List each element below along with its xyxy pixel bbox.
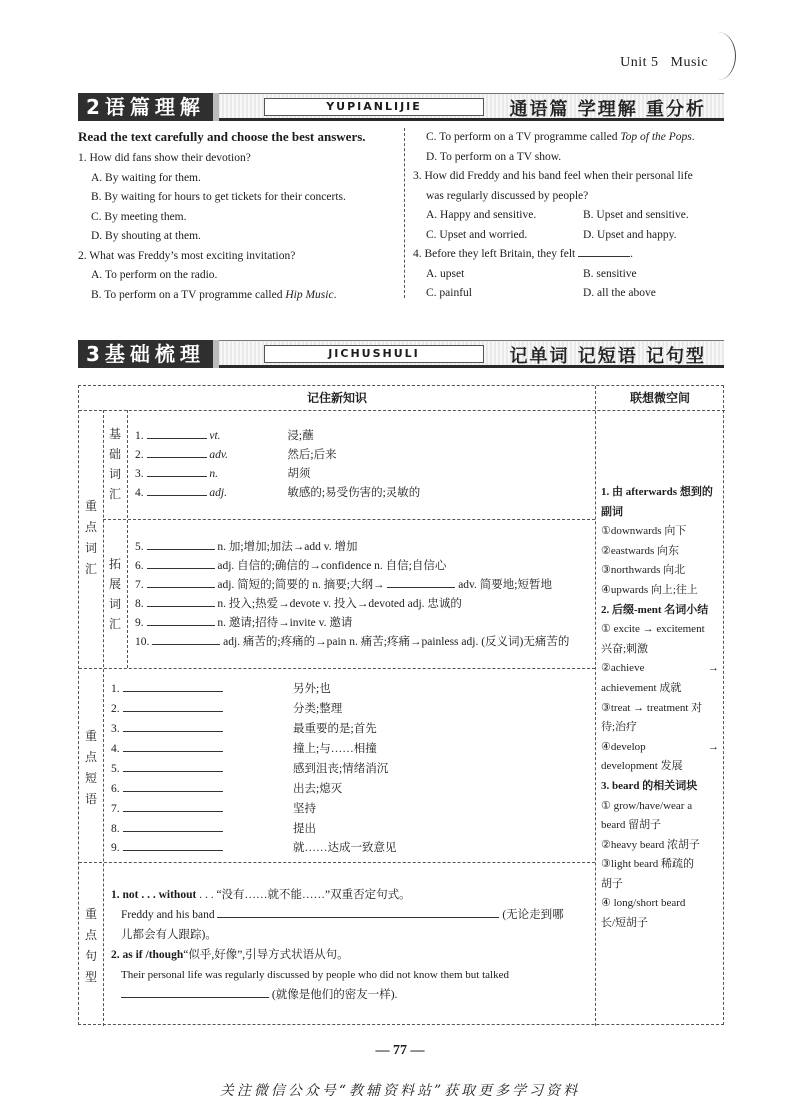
word-family: n. 加;增加;加法→add v. 增加 [217, 541, 358, 553]
answer-blank[interactable] [123, 680, 223, 692]
running-header [620, 55, 708, 71]
sentence-2-fill [121, 986, 397, 1005]
section2-banner [78, 93, 724, 121]
meaning: 胡须 [287, 468, 311, 480]
page-curve-decoration [718, 32, 736, 80]
word-family: adj. 自信的;确信的→confidence n. 自信;自信心 [217, 560, 447, 572]
ext-row [135, 595, 462, 614]
assoc-item: ①downwards 向下 [601, 525, 687, 538]
ext-row [135, 633, 569, 652]
word-family: adj. 痛苦的;疼痛的→pain n. 痛苦;疼痛→painless adj. (反义词)无痛苦的 [223, 636, 570, 648]
item-number: 5. [135, 541, 144, 553]
q4-answer-blank[interactable] [578, 245, 630, 257]
table-divider-main [595, 386, 596, 1026]
label-key-sentences: 重点句型 [84, 907, 97, 984]
sentence-2-line: Their personal life was regularly discussed by people who did not know them but talked [121, 969, 509, 981]
section2-title: 语篇理解 [104, 95, 205, 119]
basic-row [135, 465, 310, 484]
reading-right-column [413, 128, 726, 304]
phrase-row [111, 780, 343, 799]
answer-blank[interactable] [123, 800, 223, 812]
meaning: 感到沮丧;情绪消沉 [293, 763, 389, 775]
footer-note: 关注微信公众号“教辅资料站”获取更多学习资料 [219, 1083, 581, 1099]
answer-blank[interactable] [123, 839, 223, 851]
item-number: 8. [111, 823, 120, 835]
item-number: 5. [111, 763, 120, 775]
answer-blank[interactable] [123, 760, 223, 772]
phrase-row [111, 680, 331, 699]
q4-option-c: C. painful [426, 287, 472, 299]
answer-blank[interactable] [123, 740, 223, 752]
meaning: 浸;蘸 [287, 430, 314, 442]
q3-option-b: B. Upset and sensitive. [583, 209, 689, 221]
q2-option-c [426, 128, 726, 148]
item-number: 4. [111, 743, 120, 755]
q4-option-d: D. all the above [583, 287, 656, 299]
phrase-row [111, 800, 316, 819]
part-of-speech: vt. [209, 430, 221, 442]
item-number: 6. [111, 783, 120, 795]
item-number: 9. [111, 842, 120, 854]
basic-row [135, 446, 337, 465]
answer-blank[interactable] [123, 700, 223, 712]
assoc-item: ③light beard 稀疏的 [601, 858, 694, 871]
item-number: 3. [135, 468, 144, 480]
item-number: 1. [111, 683, 120, 695]
answer-blank[interactable] [147, 538, 215, 550]
answer-blank[interactable] [147, 595, 215, 607]
assoc-word: ②achieve [601, 662, 645, 675]
item-number: 1. [135, 430, 144, 442]
unit-title: Music [670, 55, 708, 70]
question-1: 1. How did fans show their devotion? [78, 152, 251, 164]
phrase-row [111, 839, 397, 858]
item-number: 2. [135, 449, 144, 461]
q1-option-c: C. By meeting them. [91, 210, 187, 223]
reading-instruction: Read the text carefully and choose the best answers. [78, 129, 366, 144]
section3-heading [78, 340, 219, 368]
word-family: n. 投入;热爱→devote v. 投入→devoted adj. 忠诚的 [217, 598, 462, 610]
reading-column-divider [404, 128, 405, 298]
assoc-heading-1: 1. 由 afterwards 想到的副词 [601, 486, 713, 518]
question-2: 2. What was Freddy’s most exciting invitation? [78, 249, 296, 262]
assoc-item: ④ long/short beard [601, 897, 686, 910]
meaning: 另外;也 [293, 683, 331, 695]
rule-phrase-sentence [79, 862, 595, 863]
item-number: 9. [135, 617, 144, 629]
table-label-column [103, 410, 104, 1026]
question-4 [413, 245, 726, 265]
item-number: 7. [111, 803, 120, 815]
association-panel [601, 483, 719, 934]
q2c-end: . [691, 131, 695, 143]
section2-number: 2 [86, 95, 105, 119]
answer-blank[interactable] [147, 465, 207, 477]
basic-row [135, 427, 314, 446]
q1-option-a: A. By waiting for them. [91, 171, 201, 184]
sentence-1-hint2: 儿都会有人跟踪)。 [121, 929, 217, 941]
answer-blank[interactable] [147, 614, 215, 626]
meaning: 坚持 [293, 803, 316, 815]
sentence-1-line [121, 906, 564, 925]
sentence-1-hint: (无论走到哪 [502, 909, 564, 921]
assoc-item: achievement 成就 [601, 681, 682, 694]
answer-blank[interactable] [152, 633, 220, 645]
section3-pinyin: JICHUSHULI [264, 345, 484, 363]
rule-vocab-phrase [79, 668, 595, 669]
q4-end: . [630, 248, 633, 260]
assoc-item: 待;治疗 [601, 721, 638, 734]
meaning: 最重要的是;首先 [293, 723, 377, 735]
sentence-pattern-1 [111, 886, 411, 905]
q3-option-c: C. Upset and worried. [426, 228, 528, 241]
section3-banner [78, 340, 724, 368]
q2c-text: C. To perform on a TV programme called [426, 131, 621, 143]
ext-row [135, 557, 446, 576]
meaning: 然后;后来 [287, 449, 337, 461]
arrow-icon: → [708, 662, 719, 675]
q3-options-ab [426, 206, 726, 226]
sentence-1-blank[interactable] [217, 906, 499, 918]
assoc-item: ④upwards 向上;往上 [601, 583, 698, 596]
assoc-item: ① excite → excitement [601, 623, 705, 636]
label-key-vocab: 重点词汇 [84, 499, 97, 576]
part-of-speech: adj. [209, 487, 227, 499]
assoc-item: ②eastwards 向东 [601, 544, 679, 557]
item-number: 8. [135, 598, 144, 610]
q4-options-cd [426, 284, 726, 304]
answer-blank[interactable] [147, 557, 215, 569]
table-head-side: 联想微空间 [629, 391, 690, 405]
question-3-line1: 3. How did Freddy and his band feel when their personal life [413, 170, 693, 182]
ext-row [135, 576, 552, 595]
part-of-speech: n. [209, 468, 218, 480]
assoc-item: 兴奋;刺激 [601, 642, 649, 655]
item-number: 6. [135, 560, 144, 572]
q2b-title: Hip Music [285, 288, 334, 301]
q1-option-d: D. By shouting at them. [91, 230, 201, 242]
section3-slogan: 记单词 记短语 记句型 [509, 346, 706, 367]
part-of-speech: adv. [209, 449, 229, 461]
answer-blank[interactable] [123, 780, 223, 792]
ext-row [135, 538, 358, 557]
sentence-1-prompt: Freddy and his band [121, 909, 215, 921]
section2-pinyin: YUPIANLIJIE [264, 98, 484, 116]
assoc-item: ③treat → treatment 对 [601, 701, 703, 714]
meaning: 撞上;与……相撞 [293, 743, 377, 755]
sentence-2-blank[interactable] [121, 986, 269, 998]
q2b-text: B. To perform on a TV programme called [91, 288, 286, 301]
phrase-row [111, 820, 316, 839]
q4-option-a: A. upset [426, 267, 465, 280]
section3-number: 3 [86, 342, 105, 366]
section2-slogan: 通语篇 学理解 重分析 [509, 99, 706, 120]
answer-blank[interactable] [147, 446, 207, 458]
q3-options-cd [426, 226, 726, 246]
assoc-item: 长/短胡子 [601, 917, 649, 930]
q1-option-b: B. By waiting for hours to get tickets for their concerts. [91, 191, 346, 203]
pattern-2-desc: “似乎,好像”,引导方式状语从句。 [183, 949, 349, 961]
answer-blank[interactable] [147, 484, 207, 496]
item-number: 2. [111, 703, 120, 715]
ext-row [135, 614, 352, 633]
meaning: 敏感的;易受伤害的;灵敏的 [287, 487, 421, 499]
q2-option-a: A. To perform on the radio. [91, 269, 218, 281]
assoc-item [601, 659, 719, 679]
reading-questions [78, 128, 724, 302]
assoc-word: ④develop [601, 740, 646, 753]
label-key-phrases: 重点短语 [84, 729, 97, 806]
table-head-rule [79, 410, 725, 411]
q4-option-b: B. sensitive [583, 267, 637, 280]
pattern-1-desc: . . . “没有……就不能……”双重否定句式。 [196, 889, 411, 901]
assoc-item: ③northwards 向北 [601, 564, 686, 577]
unit-label: Unit 5 [620, 55, 659, 70]
q2c-title: Top of the Pops [620, 131, 692, 143]
meaning: 出去;熄灭 [293, 783, 343, 795]
rule-basic-ext [103, 519, 595, 520]
answer-blank[interactable] [123, 720, 223, 732]
label-ext-vocab: 拓展词汇 [108, 557, 121, 631]
assoc-item: 胡子 [601, 877, 623, 890]
reading-left-column [78, 128, 398, 305]
item-number: 7. [135, 579, 144, 591]
word-family-tail: adv. 简要地;短暂地 [458, 579, 553, 591]
phrase-row [111, 720, 377, 739]
q3-option-a: A. Happy and sensitive. [426, 209, 537, 221]
answer-blank[interactable] [147, 576, 215, 588]
phrase-row [111, 760, 389, 779]
question-3-line2: was regularly discussed by people? [426, 189, 589, 202]
phrase-row [111, 740, 377, 759]
sentence-pattern-2 [111, 946, 349, 965]
item-number: 10. [135, 636, 150, 648]
word-family: n. 邀请;招待→invite v. 邀请 [217, 617, 353, 629]
q2-option-b [78, 286, 398, 306]
sentence-2-hint: (就像是他们的密友一样). [271, 989, 398, 1001]
assoc-heading-3: 3. beard 的相关词块 [601, 779, 698, 792]
q4-options-ab [426, 265, 726, 285]
label-basic-vocab: 基础词汇 [108, 427, 121, 501]
answer-blank-2[interactable] [387, 576, 455, 588]
answer-blank[interactable] [123, 820, 223, 832]
word-family: adj. 简短的;简要的 n. 摘要;大纲→ [217, 579, 385, 591]
section2-heading [78, 93, 219, 121]
assoc-item: development 发展 [601, 760, 683, 773]
assoc-item: ②heavy beard 浓胡子 [601, 838, 701, 851]
meaning: 提出 [293, 823, 316, 835]
assoc-heading-2: 2. 后缀-ment 名词小结 [601, 603, 709, 616]
item-number: 3. [111, 723, 120, 735]
q2-option-d: D. To perform on a TV show. [426, 150, 562, 163]
answer-blank[interactable] [147, 427, 207, 439]
assoc-item [601, 738, 719, 758]
knowledge-table [78, 385, 724, 1025]
pattern-1-title: 1. not . . . without [111, 889, 197, 901]
basic-row [135, 484, 420, 503]
phrase-row [111, 700, 343, 719]
q3-option-d: D. Upset and happy. [583, 228, 677, 241]
item-number: 4. [135, 487, 144, 499]
meaning: 分类;整理 [293, 703, 343, 715]
table-head-main: 记住新知识 [306, 391, 367, 405]
page-number: — 77 — [375, 1043, 425, 1058]
assoc-item: beard 留胡子 [601, 819, 662, 832]
q4-text: 4. Before they left Britain, they felt [413, 248, 576, 260]
section3-title: 基础梳理 [104, 342, 205, 366]
meaning: 就……达成一致意见 [293, 842, 397, 854]
pattern-2-title: 2. as if /though [111, 949, 184, 961]
table-sublabel-column [127, 410, 128, 668]
assoc-item: ① grow/have/wear a [601, 799, 693, 812]
arrow-icon: → [708, 740, 719, 753]
q2b-end: . [333, 288, 337, 301]
